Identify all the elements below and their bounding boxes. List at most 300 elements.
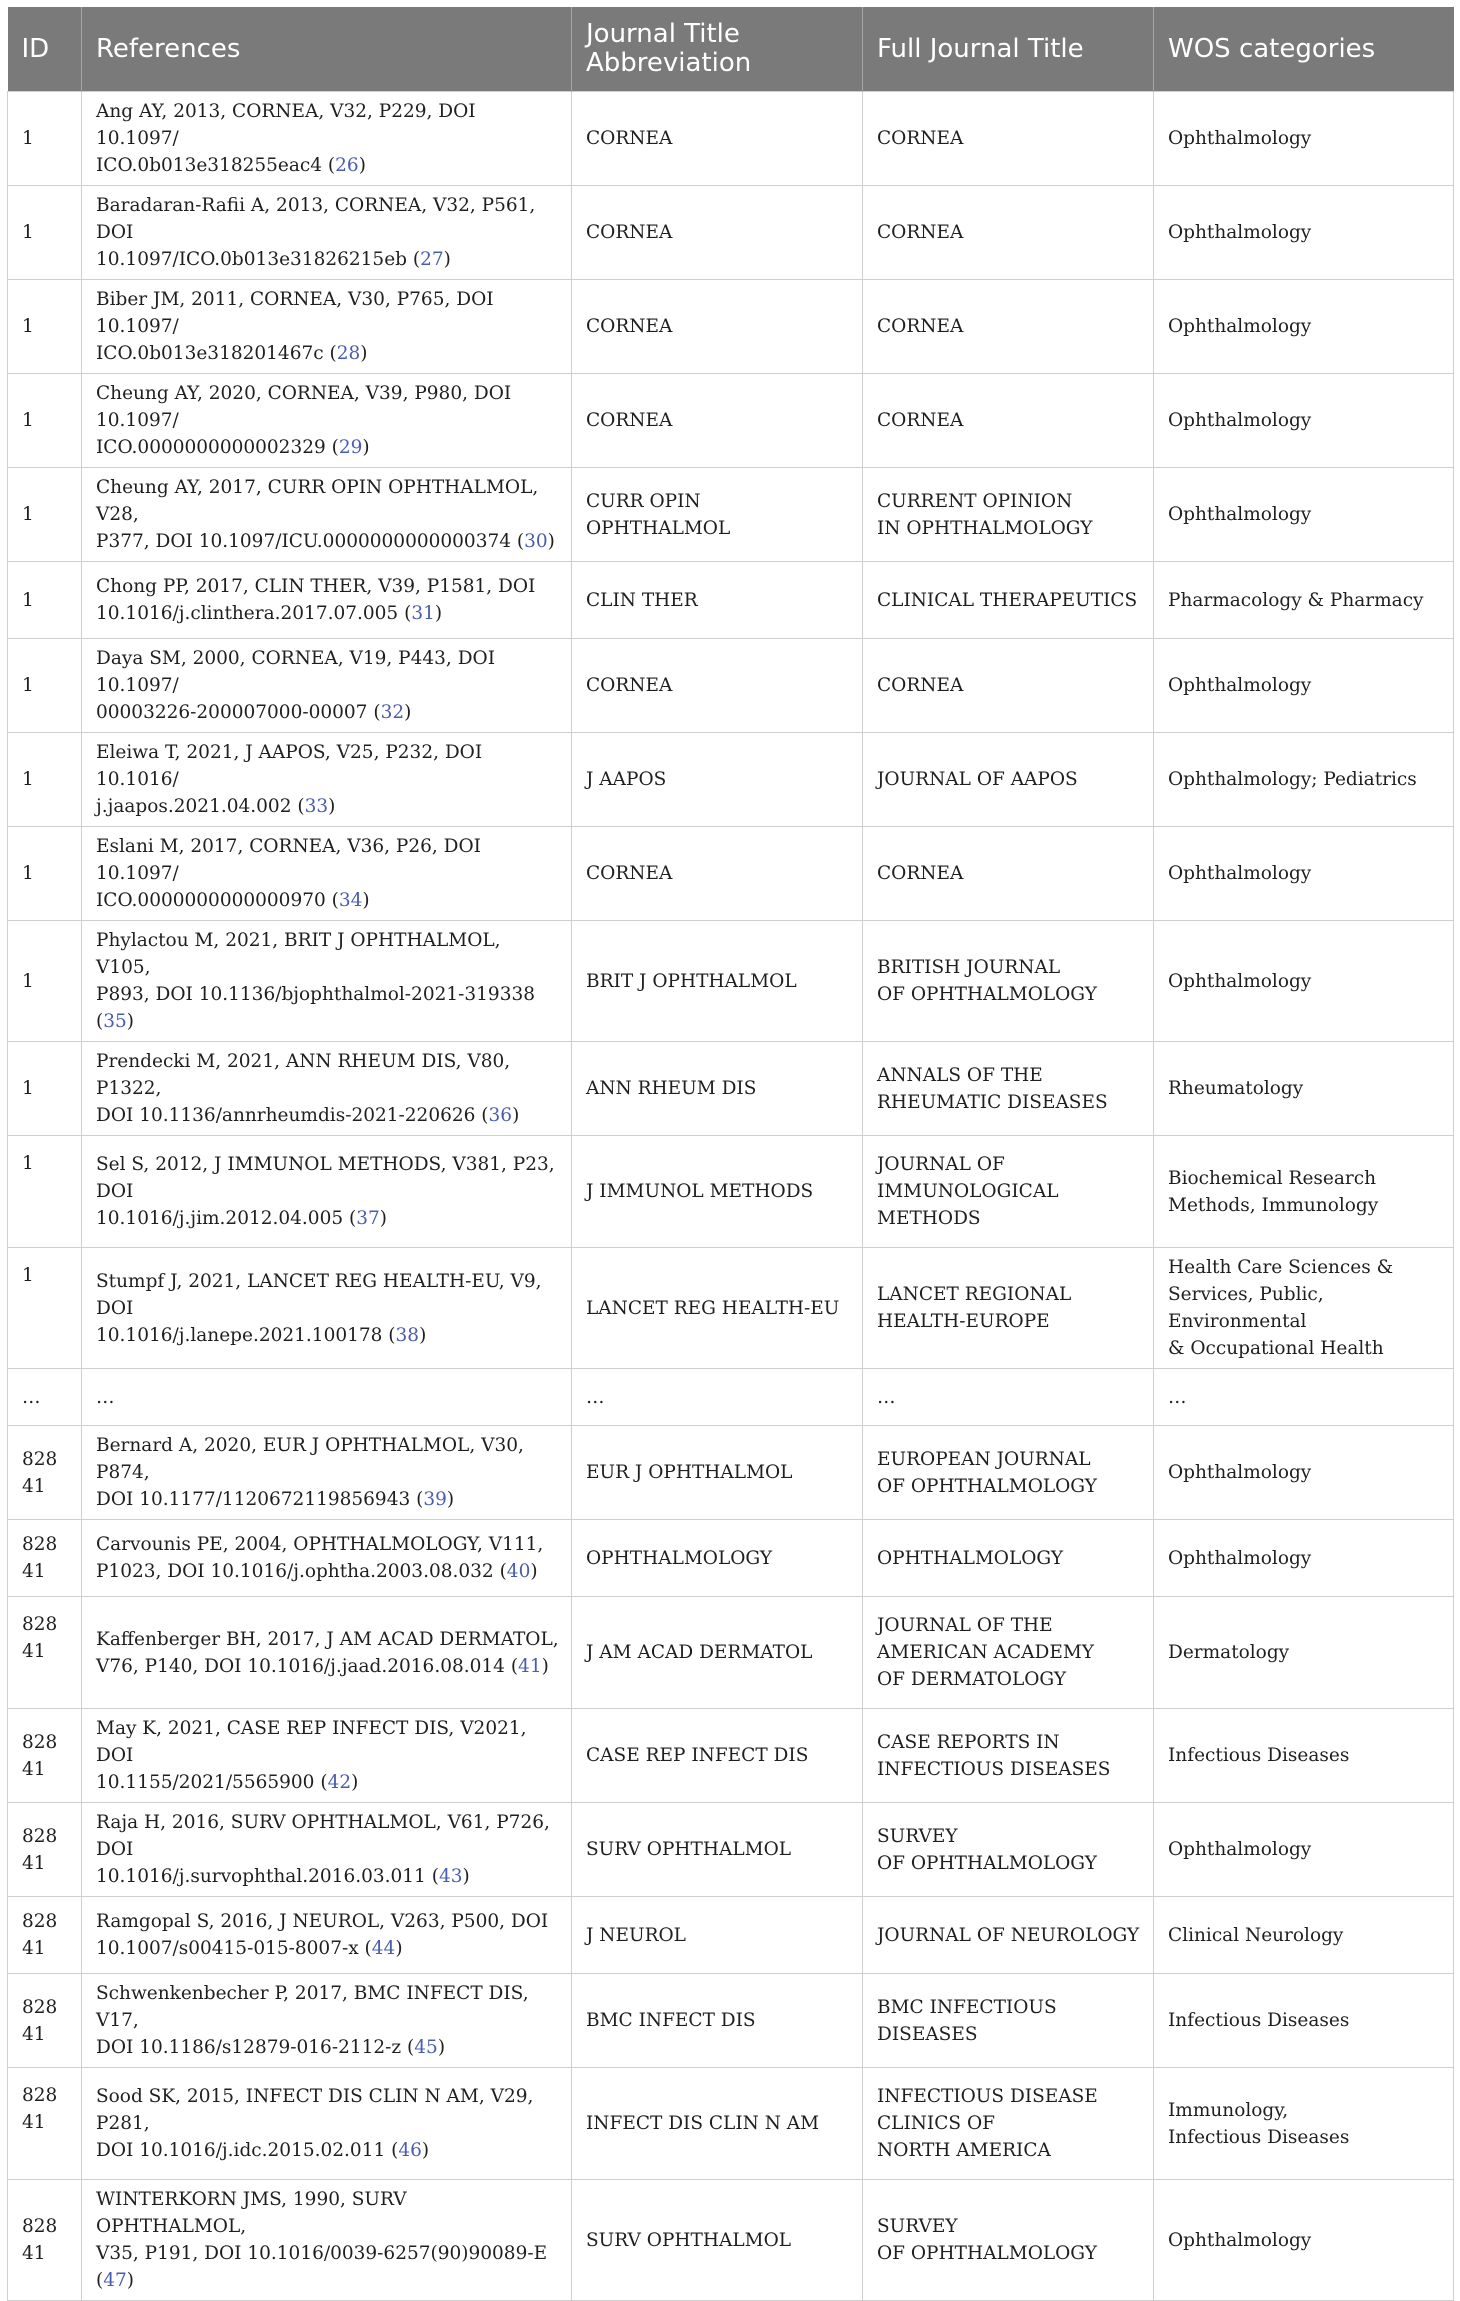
cell-reference-line: Chong PP, 2017, CLIN THER, V39, P1581, DOI — [96, 576, 536, 597]
cell-journal-abbreviation-line: … — [586, 1386, 605, 1408]
header-id: ID — [8, 7, 82, 92]
citation-link[interactable]: 32 — [380, 702, 405, 723]
cell-wos-categories — [1154, 1136, 1454, 1248]
cell-wos-categories-line: Ophthalmology — [1168, 410, 1312, 431]
cell-reference — [82, 1597, 572, 1709]
cell-full-journal-title-line: EUROPEAN JOURNAL — [877, 1448, 1091, 1470]
cell-wos-categories — [1154, 92, 1454, 186]
cell-reference — [82, 1897, 572, 1974]
cell-journal-abbreviation — [572, 1369, 863, 1426]
cell-wos-categories-line: … — [1168, 1386, 1187, 1408]
cell-full-journal-title-line: CLINICS OF — [877, 2113, 995, 2134]
cell-wos-categories-line: Infectious Diseases — [1168, 2010, 1350, 2031]
cell-full-journal-title-line: BRITISH JOURNAL — [877, 957, 1061, 978]
citation-link[interactable]: 30 — [524, 531, 548, 552]
cell-wos-categories — [1154, 827, 1454, 921]
cell-wos-categories-line: Dermatology — [1168, 1642, 1290, 1663]
table-row — [8, 2180, 1454, 2301]
cell-reference-line: Schwenkenbecher P, 2017, BMC INFECT DIS, V17, — [96, 1983, 529, 2031]
table-header — [8, 7, 1454, 92]
cell-wos-categories-line: Ophthalmology — [1168, 1547, 1312, 1569]
cell-id: 1 — [8, 1248, 82, 1369]
cell-reference-line: Phylactou M, 2021, BRIT J OPHTHALMOL, V105, — [96, 930, 501, 978]
cell-id: 82841 — [8, 2068, 82, 2180]
citation-link[interactable]: 26 — [335, 155, 359, 176]
cell-wos-categories — [1154, 1974, 1454, 2068]
cell-wos-categories-line: Biochemical Research — [1168, 1167, 1376, 1189]
cell-full-journal-title-line: OF OPHTHALMOLOGY — [877, 1475, 1097, 1497]
cell-reference — [82, 1520, 572, 1597]
citation-link[interactable]: 29 — [338, 437, 363, 458]
cell-wos-categories-line: Ophthalmology — [1168, 675, 1312, 696]
cell-reference-line: Baradaran-Rafii A, 2013, CORNEA, V32, P561, DOI — [96, 195, 536, 243]
cell-full-journal-title-line: SURVEY — [877, 2216, 958, 2237]
cell-reference-line: May K, 2021, CASE REP INFECT DIS, V2021, DOI — [96, 1718, 527, 1766]
header-references: References — [82, 7, 572, 92]
cell-full-journal-title-line: CURRENT OPINION — [877, 490, 1073, 512]
cell-journal-abbreviation-line: EUR J OPHTHALMOL — [586, 1462, 793, 1483]
table-row — [8, 1897, 1454, 1974]
cell-journal-abbreviation-line: SURV OPHTHALMOL — [586, 1839, 792, 1860]
cell-full-journal-title — [863, 827, 1154, 921]
cell-reference-line: 10.1097/ICO.0b013e31826215eb (27) — [96, 249, 451, 270]
cell-reference — [82, 186, 572, 280]
cell-full-journal-title-line: AMERICAN ACADEMY — [877, 1642, 1094, 1663]
citation-link[interactable]: 45 — [414, 2037, 438, 2058]
citation-link[interactable]: 27 — [420, 249, 444, 270]
cell-journal-abbreviation — [572, 1248, 863, 1369]
cell-full-journal-title-line: CLINICAL THERAPEUTICS — [877, 589, 1138, 611]
cell-full-journal-title — [863, 1897, 1154, 1974]
reference-text: V35, P191, DOI 10.1016/0039-6257(90)90089-E — [96, 2243, 548, 2264]
cell-journal-abbreviation — [572, 1974, 863, 2068]
citation-link[interactable]: 40 — [506, 1561, 531, 1582]
cell-id: 82841 — [8, 1597, 82, 1709]
cell-full-journal-title-line: IMMUNOLOGICAL — [877, 1181, 1059, 1202]
header-journal-abbreviation: Journal Title Abbreviation — [572, 7, 863, 92]
cell-full-journal-title-line: JOURNAL OF AAPOS — [877, 769, 1078, 790]
citation-link[interactable]: 37 — [356, 1208, 380, 1229]
reference-text: 00003226-200007000-00007 — [96, 702, 368, 723]
cell-journal-abbreviation-line: J IMMUNOL METHODS — [586, 1181, 814, 1202]
cell-journal-abbreviation — [572, 1426, 863, 1520]
cell-wos-categories — [1154, 468, 1454, 562]
cell-reference — [82, 2180, 572, 2301]
header-full-journal-title: Full Journal Title — [863, 7, 1154, 92]
table-row — [8, 639, 1454, 733]
citation-link[interactable]: 43 — [438, 1866, 463, 1887]
cell-reference — [82, 280, 572, 374]
reference-text: 10.1007/s00415-015-8007-x — [96, 1938, 359, 1959]
reference-text: DOI 10.1186/s12879-016-2112-z — [96, 2037, 402, 2058]
citation-link[interactable]: 35 — [103, 1011, 127, 1032]
cell-id: 1 — [8, 374, 82, 468]
cell-full-journal-title-line: BMC INFECTIOUS DISEASES — [877, 1996, 1057, 2045]
cell-full-journal-title-line: IN OPHTHALMOLOGY — [877, 517, 1093, 539]
cell-wos-categories — [1154, 374, 1454, 468]
cell-full-journal-title — [863, 1709, 1154, 1803]
cell-full-journal-title-line: CORNEA — [877, 222, 964, 243]
cell-wos-categories — [1154, 280, 1454, 374]
cell-journal-abbreviation-line: OPHTHALMOLOGY — [586, 1547, 773, 1569]
cell-journal-abbreviation-line: SURV OPHTHALMOL — [586, 2229, 792, 2251]
cell-journal-abbreviation-line: J AAPOS — [586, 769, 667, 790]
cell-reference-line: 10.1155/2021/5565900 (42) — [96, 1772, 359, 1793]
table-row — [8, 733, 1454, 827]
cell-id: 1 — [8, 733, 82, 827]
cell-full-journal-title — [863, 2180, 1154, 2301]
cell-reference-line: Raja H, 2016, SURV OPHTHALMOL, V61, P726, DOI — [96, 1812, 550, 1860]
cell-full-journal-title-line: OF OPHTHALMOLOGY — [877, 2243, 1097, 2264]
cell-reference-line: Cheung AY, 2017, CURR OPIN OPHTHALMOL, V28, — [96, 477, 539, 525]
cell-reference — [82, 2068, 572, 2180]
reference-text: 10.1155/2021/5565900 — [96, 1772, 315, 1793]
reference-text: P1023, DOI 10.1016/j.ophtha.2003.08.032 — [96, 1561, 494, 1582]
cell-reference — [82, 639, 572, 733]
cell-reference-line: P1023, DOI 10.1016/j.ophtha.2003.08.032 (40) — [96, 1561, 538, 1582]
citation-link[interactable]: 36 — [488, 1105, 513, 1126]
cell-wos-categories — [1154, 733, 1454, 827]
table-row — [8, 1803, 1454, 1897]
cell-wos-categories-line: Ophthalmology — [1168, 2229, 1312, 2251]
cell-reference — [82, 827, 572, 921]
references-table — [7, 7, 1454, 2301]
cell-journal-abbreviation-line: CASE REP INFECT DIS — [586, 1745, 809, 1766]
table-row — [8, 1520, 1454, 1597]
cell-reference — [82, 374, 572, 468]
cell-journal-abbreviation-line: CLIN THER — [586, 589, 698, 611]
citation-link[interactable]: 33 — [304, 796, 329, 817]
cell-journal-abbreviation — [572, 2068, 863, 2180]
cell-id: 82841 — [8, 1709, 82, 1803]
cell-reference-line: Sel S, 2012, J IMMUNOL METHODS, V381, P23, DOI — [96, 1154, 555, 1202]
cell-wos-categories — [1154, 2180, 1454, 2301]
cell-full-journal-title — [863, 92, 1154, 186]
cell-wos-categories-line: Ophthalmology — [1168, 222, 1312, 243]
cell-journal-abbreviation — [572, 1042, 863, 1136]
cell-journal-abbreviation-line: J AM ACAD DERMATOL — [586, 1642, 813, 1663]
reference-text: 10.1016/j.jim.2012.04.005 — [96, 1208, 344, 1229]
cell-reference — [82, 733, 572, 827]
reference-text: P377, DOI 10.1097/ICU.0000000000000374 — [96, 531, 512, 552]
cell-journal-abbreviation — [572, 468, 863, 562]
table-row — [8, 1042, 1454, 1136]
cell-full-journal-title — [863, 280, 1154, 374]
cell-full-journal-title-line: CORNEA — [877, 128, 964, 149]
cell-full-journal-title-line: OF OPHTHALMOLOGY — [877, 984, 1097, 1005]
cell-id: 1 — [8, 468, 82, 562]
cell-id: 1 — [8, 639, 82, 733]
cell-wos-categories — [1154, 639, 1454, 733]
cell-wos-categories-line: Ophthalmology — [1168, 128, 1312, 149]
cell-reference-line: DOI 10.1016/j.idc.2015.02.011 (46) — [96, 2140, 430, 2161]
cell-full-journal-title-line: INFECTIOUS DISEASES — [877, 1758, 1111, 1780]
cell-journal-abbreviation — [572, 2180, 863, 2301]
table-row — [8, 374, 1454, 468]
cell-full-journal-title-line: NORTH AMERICA — [877, 2140, 1051, 2161]
cell-full-journal-title — [863, 1042, 1154, 1136]
cell-full-journal-title-line: JOURNAL OF THE — [877, 1615, 1053, 1636]
reference-text: P893, DOI 10.1136/bjophthalmol-2021-319338 — [96, 984, 536, 1005]
cell-reference-line: DOI 10.1186/s12879-016-2112-z (45) — [96, 2037, 446, 2058]
cell-full-journal-title — [863, 1520, 1154, 1597]
cell-reference-line: … — [96, 1386, 115, 1408]
cell-full-journal-title-line: JOURNAL OF — [877, 1154, 1005, 1175]
cell-journal-abbreviation — [572, 921, 863, 1042]
cell-id: 82841 — [8, 1803, 82, 1897]
cell-reference — [82, 1248, 572, 1369]
cell-reference-line: ICO.0000000000002329 (29) — [96, 437, 370, 458]
cell-reference-line: ICO.0b013e318255eac4 (26) — [96, 155, 366, 176]
cell-full-journal-title-line: INFECTIOUS DISEASE — [877, 2086, 1098, 2107]
cell-full-journal-title-line: CORNEA — [877, 410, 964, 431]
cell-reference-line: Kaffenberger BH, 2017, J AM ACAD DERMATOL, — [96, 1628, 559, 1650]
table-row — [8, 1974, 1454, 2068]
header-wos-categories: WOS categories — [1154, 7, 1454, 92]
cell-full-journal-title — [863, 2068, 1154, 2180]
cell-id: 82841 — [8, 2180, 82, 2301]
cell-full-journal-title — [863, 1136, 1154, 1248]
cell-reference-line: 10.1016/j.jim.2012.04.005 (37) — [96, 1208, 387, 1229]
cell-reference-line: Prendecki M, 2021, ANN RHEUM DIS, V80, P1322, — [96, 1051, 511, 1099]
reference-text: 10.1016/j.lanepe.2021.100178 — [96, 1324, 383, 1346]
cell-full-journal-title-line: CORNEA — [877, 316, 964, 337]
cell-reference — [82, 1974, 572, 2068]
citation-link[interactable]: 46 — [398, 2140, 422, 2161]
cell-full-journal-title — [863, 186, 1154, 280]
table-row — [8, 186, 1454, 280]
ellipsis-row — [8, 1369, 1454, 1426]
table-row — [8, 1597, 1454, 1709]
cell-full-journal-title-line: METHODS — [877, 1208, 981, 1229]
cell-reference-line: WINTERKORN JMS, 1990, SURV OPHTHALMOL, — [96, 2189, 407, 2237]
cell-reference-line: V35, P191, DOI 10.1016/0039-6257(90)90089-E (47) — [96, 2243, 548, 2291]
cell-reference — [82, 1426, 572, 1520]
cell-reference-line: Bernard A, 2020, EUR J OPHTHALMOL, V30, P874, — [96, 1435, 524, 1483]
cell-id: 82841 — [8, 1520, 82, 1597]
cell-wos-categories-line: Ophthalmology — [1168, 863, 1312, 884]
cell-journal-abbreviation — [572, 280, 863, 374]
cell-id: 1 — [8, 827, 82, 921]
cell-wos-categories-line: Services, Public, Environmental — [1168, 1284, 1324, 1332]
cell-wos-categories — [1154, 562, 1454, 639]
cell-reference-line: P377, DOI 10.1097/ICU.0000000000000374 (30) — [96, 531, 555, 552]
cell-reference-line: Stumpf J, 2021, LANCET REG HEALTH-EU, V9, DOI — [96, 1270, 542, 1319]
cell-journal-abbreviation-line: CURR OPIN OPHTHALMOL — [586, 490, 731, 539]
cell-journal-abbreviation-line: LANCET REG HEALTH-EU — [586, 1297, 840, 1319]
table-row — [8, 1426, 1454, 1520]
table-body — [8, 92, 1454, 2301]
cell-full-journal-title-line: JOURNAL OF NEUROLOGY — [877, 1924, 1140, 1946]
cell-reference — [82, 1803, 572, 1897]
cell-reference-line: 10.1016/j.survophthal.2016.03.011 (43) — [96, 1866, 470, 1887]
cell-full-journal-title — [863, 1248, 1154, 1369]
cell-wos-categories-line: Ophthalmology; Pediatrics — [1168, 769, 1417, 790]
cell-id: 1 — [8, 280, 82, 374]
cell-full-journal-title-line: … — [877, 1386, 896, 1408]
reference-text: DOI 10.1016/j.idc.2015.02.011 — [96, 2140, 386, 2161]
cell-journal-abbreviation-line: CORNEA — [586, 128, 673, 149]
cell-reference — [82, 1042, 572, 1136]
cell-reference — [82, 1136, 572, 1248]
cell-reference-line: Cheung AY, 2020, CORNEA, V39, P980, DOI 10.1097/ — [96, 383, 512, 431]
reference-text: 10.1097/ICO.0b013e31826215eb — [96, 249, 407, 270]
cell-id: 1 — [8, 1136, 82, 1248]
cell-reference-line: Ang AY, 2013, CORNEA, V32, P229, DOI 10.1097/ — [96, 101, 476, 149]
cell-journal-abbreviation-line: BMC INFECT DIS — [586, 2010, 756, 2031]
cell-full-journal-title-line: RHEUMATIC DISEASES — [877, 1091, 1108, 1113]
cell-journal-abbreviation-line: ANN RHEUM DIS — [586, 1078, 757, 1099]
table-row — [8, 562, 1454, 639]
table-row — [8, 468, 1454, 562]
cell-id: 82841 — [8, 1974, 82, 2068]
cell-wos-categories — [1154, 2068, 1454, 2180]
cell-reference-line: Carvounis PE, 2004, OPHTHALMOLOGY, V111, — [96, 1534, 544, 1555]
cell-wos-categories-line: Ophthalmology — [1168, 1839, 1312, 1860]
reference-text: ICO.0000000000002329 — [96, 437, 326, 458]
cell-full-journal-title — [863, 733, 1154, 827]
cell-journal-abbreviation — [572, 562, 863, 639]
cell-wos-categories-line: Ophthalmology — [1168, 1462, 1312, 1483]
cell-wos-categories-line: Infectious Diseases — [1168, 2126, 1350, 2148]
citation-link[interactable]: 34 — [338, 890, 363, 911]
cell-full-journal-title — [863, 1803, 1154, 1897]
reference-text: ICO.0b013e318255eac4 — [96, 155, 323, 176]
cell-full-journal-title-line: CORNEA — [877, 675, 964, 696]
cell-reference-line: DOI 10.1177/1120672119856943 (39) — [96, 1489, 455, 1510]
cell-reference-line: V76, P140, DOI 10.1016/j.jaad.2016.08.014 (41) — [96, 1655, 549, 1677]
cell-journal-abbreviation — [572, 1897, 863, 1974]
cell-full-journal-title — [863, 1974, 1154, 2068]
cell-wos-categories-line: Health Care Sciences & — [1168, 1257, 1394, 1278]
cell-wos-categories-line: Ophthalmology — [1168, 970, 1312, 992]
cell-reference — [82, 1709, 572, 1803]
cell-journal-abbreviation-line: INFECT DIS CLIN N AM — [586, 2113, 820, 2134]
cell-reference-line: Eleiwa T, 2021, J AAPOS, V25, P232, DOI 10.1016/ — [96, 742, 483, 790]
cell-full-journal-title-line: OF DERMATOLOGY — [877, 1669, 1067, 1690]
reference-text: DOI 10.1136/annrheumdis-2021-220626 — [96, 1105, 476, 1126]
cell-wos-categories — [1154, 1520, 1454, 1597]
citation-link[interactable]: 39 — [423, 1489, 447, 1510]
cell-full-journal-title-line: OPHTHALMOLOGY — [877, 1547, 1064, 1569]
table-row — [8, 92, 1454, 186]
cell-reference — [82, 92, 572, 186]
cell-reference-line: DOI 10.1136/annrheumdis-2021-220626 (36) — [96, 1105, 520, 1126]
cell-reference — [82, 921, 572, 1042]
cell-wos-categories — [1154, 1897, 1454, 1974]
cell-wos-categories — [1154, 1709, 1454, 1803]
cell-full-journal-title — [863, 1426, 1154, 1520]
cell-reference-line: 10.1007/s00415-015-8007-x (44) — [96, 1938, 403, 1959]
citation-link[interactable]: 31 — [411, 603, 435, 624]
citation-link[interactable]: 44 — [371, 1938, 396, 1959]
cell-wos-categories — [1154, 1248, 1454, 1369]
cell-wos-categories — [1154, 1426, 1454, 1520]
cell-reference-line: ICO.0b013e318201467c (28) — [96, 343, 368, 364]
cell-journal-abbreviation-line: CORNEA — [586, 316, 673, 337]
cell-full-journal-title — [863, 562, 1154, 639]
cell-full-journal-title-line: ANNALS OF THE — [877, 1064, 1043, 1086]
cell-full-journal-title-line: LANCET REGIONAL — [877, 1284, 1072, 1305]
citation-link[interactable]: 42 — [327, 1772, 352, 1793]
cell-full-journal-title-line: OF OPHTHALMOLOGY — [877, 1852, 1097, 1874]
cell-reference-line: Eslani M, 2017, CORNEA, V36, P26, DOI 10.1097/ — [96, 836, 481, 884]
table-row — [8, 827, 1454, 921]
cell-journal-abbreviation — [572, 1709, 863, 1803]
cell-journal-abbreviation — [572, 374, 863, 468]
cell-journal-abbreviation — [572, 92, 863, 186]
cell-journal-abbreviation-line: CORNEA — [586, 675, 673, 696]
citation-link[interactable]: 47 — [103, 2270, 127, 2291]
citation-link[interactable]: 41 — [518, 1655, 542, 1677]
citation-link[interactable]: 38 — [395, 1324, 420, 1346]
cell-full-journal-title — [863, 1369, 1154, 1426]
citation-link[interactable]: 28 — [336, 343, 361, 364]
cell-wos-categories-line: & Occupational Health — [1168, 1338, 1384, 1359]
table-row — [8, 280, 1454, 374]
cell-full-journal-title-line: HEALTH-EUROPE — [877, 1311, 1050, 1332]
reference-text: 10.1016/j.clinthera.2017.07.005 — [96, 603, 399, 624]
cell-wos-categories — [1154, 1597, 1454, 1709]
reference-text: DOI 10.1177/1120672119856943 — [96, 1489, 411, 1510]
cell-wos-categories-line: Ophthalmology — [1168, 316, 1312, 337]
cell-journal-abbreviation — [572, 639, 863, 733]
reference-text: ICO.0b013e318201467c — [96, 343, 324, 364]
cell-reference-line: P893, DOI 10.1136/bjophthalmol-2021-319338 (35) — [96, 984, 536, 1032]
table-row — [8, 1709, 1454, 1803]
cell-id: 1 — [8, 92, 82, 186]
cell-full-journal-title — [863, 921, 1154, 1042]
cell-full-journal-title — [863, 1597, 1154, 1709]
cell-full-journal-title-line: CASE REPORTS IN — [877, 1731, 1060, 1753]
cell-full-journal-title — [863, 468, 1154, 562]
cell-reference-line: 00003226-200007000-00007 (32) — [96, 702, 412, 723]
cell-journal-abbreviation-line: CORNEA — [586, 863, 673, 884]
cell-reference — [82, 468, 572, 562]
cell-wos-categories — [1154, 1042, 1454, 1136]
reference-text: V76, P140, DOI 10.1016/j.jaad.2016.08.014 — [96, 1655, 505, 1677]
cell-journal-abbreviation — [572, 733, 863, 827]
cell-journal-abbreviation — [572, 827, 863, 921]
reference-text: j.jaapos.2021.04.002 — [96, 796, 292, 817]
cell-full-journal-title-line: CORNEA — [877, 863, 964, 884]
cell-reference-line: Daya SM, 2000, CORNEA, V19, P443, DOI 10.1097/ — [96, 648, 495, 696]
cell-reference-line: j.jaapos.2021.04.002 (33) — [96, 796, 336, 817]
cell-reference — [82, 562, 572, 639]
cell-journal-abbreviation — [572, 1597, 863, 1709]
cell-id: 82841 — [8, 1897, 82, 1974]
cell-full-journal-title — [863, 374, 1154, 468]
cell-wos-categories — [1154, 921, 1454, 1042]
cell-journal-abbreviation — [572, 1520, 863, 1597]
cell-wos-categories — [1154, 186, 1454, 280]
cell-wos-categories-line: Methods, Immunology — [1168, 1194, 1379, 1216]
cell-wos-categories — [1154, 1803, 1454, 1897]
header-row — [8, 7, 1454, 92]
cell-wos-categories-line: Immunology, — [1168, 2099, 1289, 2121]
cell-journal-abbreviation-line: CORNEA — [586, 222, 673, 243]
cell-reference — [82, 1369, 572, 1426]
cell-reference-line: Ramgopal S, 2016, J NEUROL, V263, P500, DOI — [96, 1911, 549, 1932]
cell-reference-line: 10.1016/j.clinthera.2017.07.005 (31) — [96, 603, 443, 624]
reference-text: 10.1016/j.survophthal.2016.03.011 — [96, 1866, 426, 1887]
table-row — [8, 2068, 1454, 2180]
cell-full-journal-title-line: SURVEY — [877, 1825, 958, 1847]
cell-journal-abbreviation — [572, 186, 863, 280]
cell-wos-categories-line: Ophthalmology — [1168, 504, 1312, 525]
cell-full-journal-title — [863, 639, 1154, 733]
cell-reference-line: Sood SK, 2015, INFECT DIS CLIN N AM, V29, P281, — [96, 2086, 534, 2134]
